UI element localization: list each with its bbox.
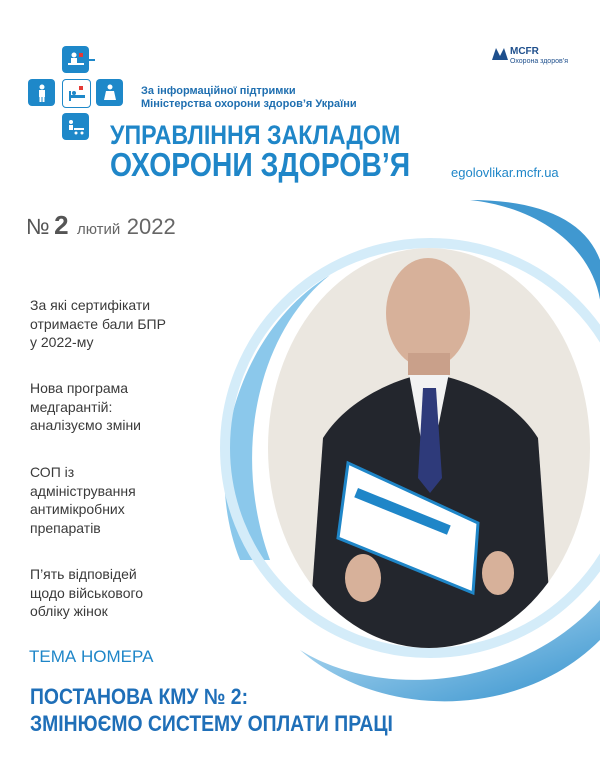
support-line-2: Міністерства охорони здоров’я України (141, 98, 357, 110)
theme-label: ТЕМА НОМЕРА (29, 647, 154, 666)
contents-item[interactable] (30, 379, 220, 435)
contents-line: щодо військового (30, 584, 144, 601)
magazine-title-line-2: ОХОРОНИ ЗДОРОВ’Я (110, 146, 411, 183)
contents-line: препаратів (30, 519, 101, 536)
contents-line: адміністрування (30, 482, 136, 499)
contents-line: аналізуємо зміни (30, 417, 141, 433)
contents-item[interactable] (30, 296, 220, 352)
contents-line: антимікробних (30, 501, 125, 517)
issue-info (26, 210, 176, 241)
headline-line-2: ЗМІНЮЄМО СИСТЕМУ ОПЛАТИ ПРАЦІ (30, 711, 393, 736)
headline-line-1: ПОСТАНОВА КМУ № 2: (30, 684, 249, 709)
number-sign: № (26, 214, 50, 239)
issue-number: 2 (54, 210, 69, 240)
contents-line: За які сертифікати (30, 297, 151, 313)
theme-headline[interactable] (30, 683, 393, 737)
contents-line: СОП із (30, 464, 75, 480)
publisher-brand: MCFR (510, 46, 539, 57)
contents-line: у 2022-му (30, 334, 94, 350)
cover-photo (268, 248, 590, 648)
support-line-1: За інформаційної підтримки (141, 85, 296, 97)
contents-line: медгарантій: (30, 398, 113, 415)
website-link[interactable]: egolovlikar.mcfr.ua (451, 165, 559, 180)
contents-item[interactable] (30, 463, 220, 537)
contents-line: отримаєте бали БПР (30, 315, 166, 332)
contents-item[interactable] (30, 565, 220, 621)
contents-line: П’ять відповідей (30, 566, 137, 582)
issue-month: лютий (76, 221, 121, 238)
publisher-subtitle: Охорона здоров’я (510, 58, 569, 65)
contents-line: Нова програма (30, 380, 129, 396)
issue-year: 2022 (126, 214, 176, 239)
contents-line: обліку жінок (30, 603, 108, 619)
magazine-title-line-1: УПРАВЛІННЯ ЗАКЛАДОМ (110, 120, 401, 150)
